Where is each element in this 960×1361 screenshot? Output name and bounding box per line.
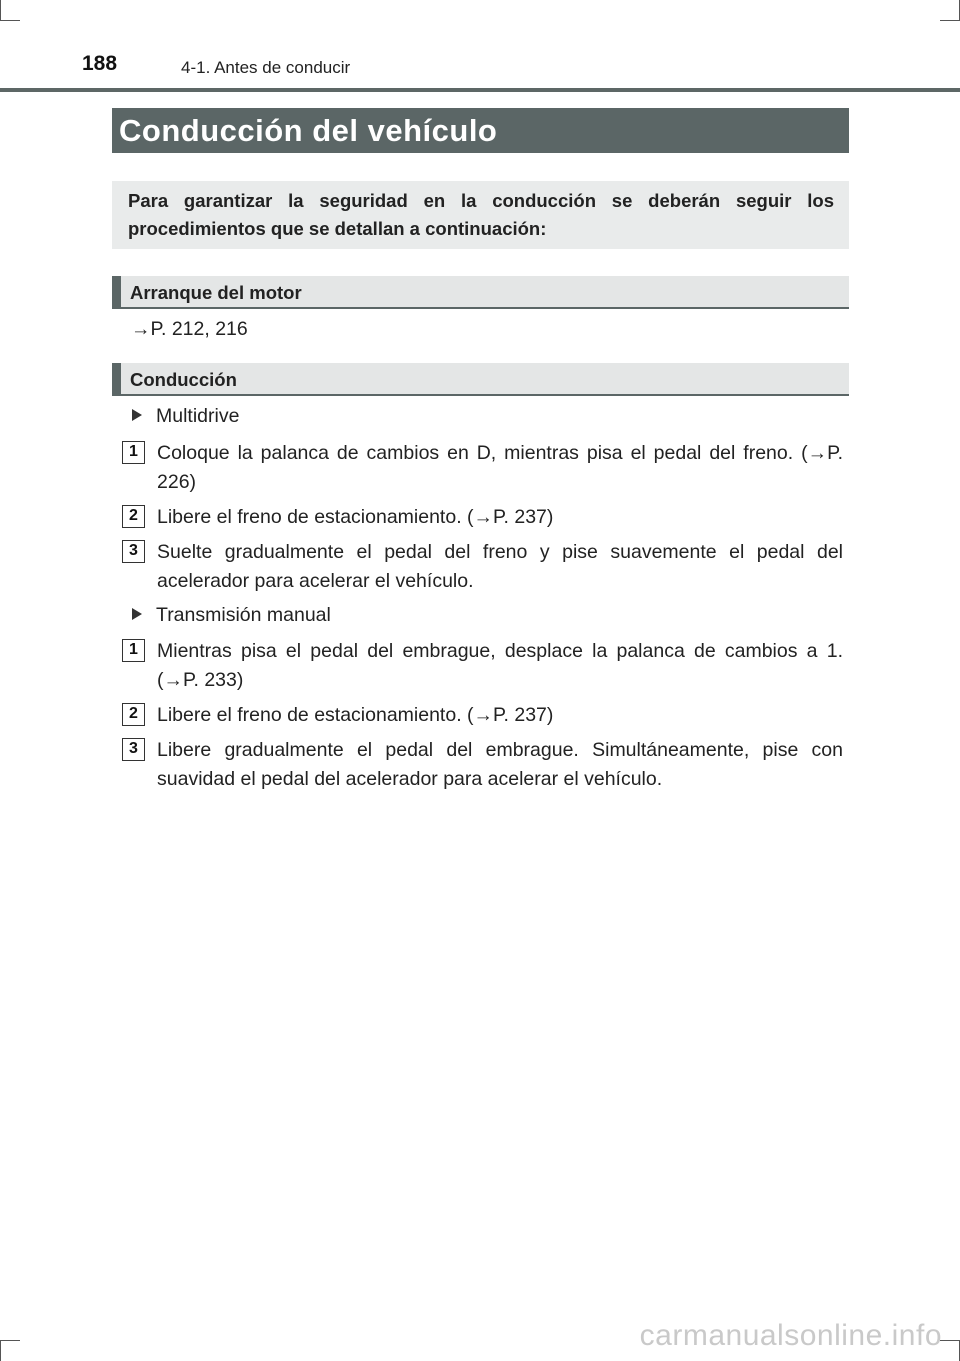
page-number: 188 xyxy=(82,52,118,75)
step-number: 2 xyxy=(122,703,145,726)
heading-arranque xyxy=(112,276,849,309)
crop-mark xyxy=(0,1340,20,1341)
watermark: carmanualsonline.info xyxy=(639,1319,942,1352)
step-text: Libere el freno de estacionamiento. (→P. 237) xyxy=(157,506,554,528)
arranque-page-ref: →P. 212, 216 xyxy=(131,318,248,340)
step-text: Libere el freno de estacionamiento. (→P. 237) xyxy=(157,704,554,726)
step-text: Libere gradualmente el pedal del embrague. Simultáneamente, pise con suavidad el pedal del acelerador para acelerar el vehículo. xyxy=(157,739,843,790)
triangle-bullet-icon xyxy=(132,409,142,421)
step-number: 1 xyxy=(122,441,145,464)
crop-mark xyxy=(940,1340,960,1341)
step-text: Coloque la palanca de cambios en D, mientras pisa el pedal del freno. (→P. 226) xyxy=(157,442,843,493)
crop-mark xyxy=(0,1340,1,1361)
step-text: Mientras pisa el pedal del embrague, desplace la palanca de cambios a 1. (→P. 233) xyxy=(157,640,843,691)
step-number: 1 xyxy=(122,639,145,662)
header-divider xyxy=(0,88,960,92)
page-header xyxy=(0,0,960,92)
bullet-label: Transmisión manual xyxy=(156,604,331,626)
heading-arranque-label: Arranque del motor xyxy=(130,282,302,303)
triangle-bullet-icon xyxy=(132,608,142,620)
step-number: 2 xyxy=(122,505,145,528)
page-title: Conducción del vehículo xyxy=(119,113,498,148)
heading-conduccion xyxy=(112,363,849,396)
bullet-multidrive xyxy=(132,405,239,428)
heading-conduccion-label: Conducción xyxy=(130,369,237,390)
intro-box: Para garantizar la seguridad en la conducción se deberán seguir los procedimientos que se detallan a continuación: xyxy=(112,181,849,249)
step-text: Suelte gradualmente el pedal del freno y pise suavemente el pedal del acelerador para acelerar el vehículo. xyxy=(157,541,843,592)
bullet-manual xyxy=(132,604,331,627)
page-title-bar xyxy=(112,108,849,153)
section-breadcrumb: 4-1. Antes de conducir xyxy=(181,58,351,77)
step-number: 3 xyxy=(122,540,145,563)
bullet-label: Multidrive xyxy=(156,405,240,427)
step-number: 3 xyxy=(122,738,145,761)
